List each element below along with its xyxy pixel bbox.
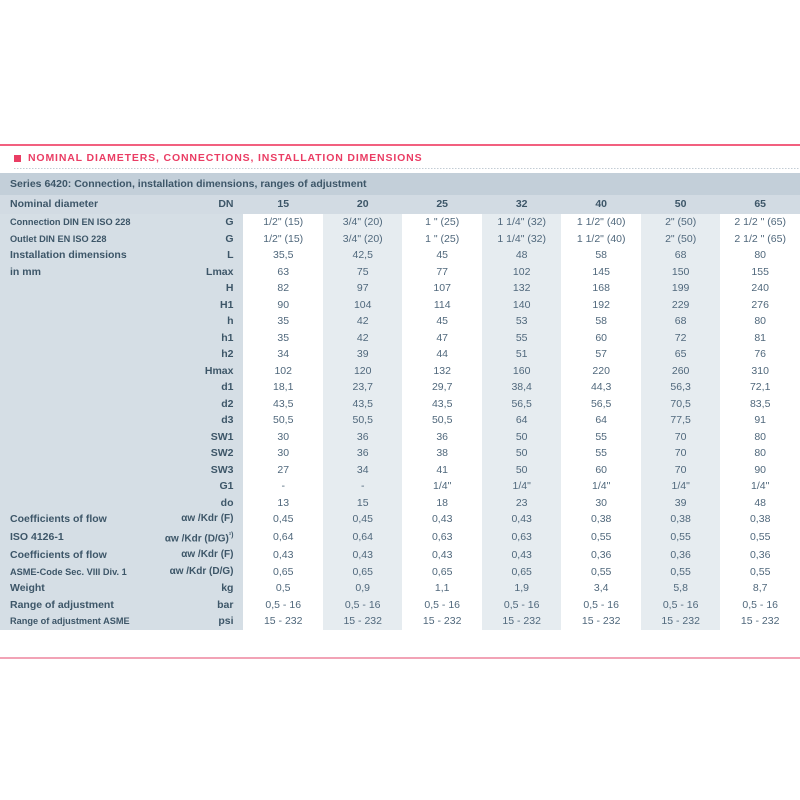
row-label <box>0 363 143 380</box>
cell-value: 1/4" <box>720 478 800 495</box>
cell-value: 83,5 <box>720 396 800 413</box>
cell-value: 15 - 232 <box>561 613 640 630</box>
row-unit: αw /Kdr (F) <box>143 547 244 564</box>
cell-value: 1 1/4" (32) <box>482 231 561 248</box>
square-bullet-icon <box>14 155 21 162</box>
cell-value: 64 <box>482 412 561 429</box>
cell-value: 55 <box>561 445 640 462</box>
cell-value: 15 - 232 <box>243 613 322 630</box>
cell-value: 36 <box>323 429 402 446</box>
cell-value: 1/4" <box>561 478 640 495</box>
row-unit: αw /Kdr $(D/G)^{^1)}$ <box>143 528 244 548</box>
table-row <box>0 495 800 512</box>
cell-value: 70,5 <box>641 396 720 413</box>
cell-value: 114 <box>402 297 481 314</box>
table-row <box>0 511 800 528</box>
cell-value: 50 <box>482 429 561 446</box>
column-header-dn-32: 32 <box>482 195 561 214</box>
cell-value: 45 <box>402 313 481 330</box>
table-row <box>0 429 800 446</box>
cell-value: 0,43 <box>402 511 481 528</box>
cell-value: 90 <box>720 462 800 479</box>
table-caption: Series 6420: Connection, installation dimensions, ranges of adjustment <box>0 173 800 195</box>
cell-value: 60 <box>561 330 640 347</box>
cell-value: 220 <box>561 363 640 380</box>
cell-value: 72,1 <box>720 379 800 396</box>
cell-value: 0,65 <box>482 564 561 581</box>
header-row-label: Nominal diameter <box>0 195 143 214</box>
row-label <box>0 429 143 446</box>
cell-value: 18 <box>402 495 481 512</box>
row-unit: h2 <box>143 346 244 363</box>
cell-value: 13 <box>243 495 322 512</box>
cell-value: 64 <box>561 412 640 429</box>
row-label <box>0 462 143 479</box>
cell-value: 140 <box>482 297 561 314</box>
cell-value: 0,36 <box>720 547 800 564</box>
cell-value: 15 - 232 <box>323 613 402 630</box>
cell-value: 1/2" (15) <box>243 214 322 231</box>
cell-value: 18,1 <box>243 379 322 396</box>
cell-value: 1 1/2" (40) <box>561 214 640 231</box>
cell-value: 0,38 <box>641 511 720 528</box>
cell-value: 0,55 <box>561 564 640 581</box>
cell-value: 1/4" <box>641 478 720 495</box>
cell-value: 36 <box>402 429 481 446</box>
cell-value: 107 <box>402 280 481 297</box>
cell-value: 0,64 <box>243 528 322 548</box>
row-unit: Hmax <box>143 363 244 380</box>
cell-value: 0,5 - 16 <box>243 597 322 614</box>
row-unit: do <box>143 495 244 512</box>
table-row <box>0 564 800 581</box>
table-row <box>0 597 800 614</box>
cell-value: 51 <box>482 346 561 363</box>
table-row <box>0 412 800 429</box>
section-header <box>0 148 800 168</box>
cell-value: 42 <box>323 313 402 330</box>
cell-value: 104 <box>323 297 402 314</box>
table-row <box>0 280 800 297</box>
cell-value: 168 <box>561 280 640 297</box>
cell-value: 70 <box>641 429 720 446</box>
cell-value: 50 <box>482 445 561 462</box>
cell-value: 97 <box>323 280 402 297</box>
cell-value: 0,55 <box>641 528 720 548</box>
row-label <box>0 330 143 347</box>
row-label: Weight <box>0 580 143 597</box>
column-header-dn-40: 40 <box>561 195 640 214</box>
cell-value: 90 <box>243 297 322 314</box>
cell-value: 192 <box>561 297 640 314</box>
cell-value: 120 <box>323 363 402 380</box>
cell-value: 1,9 <box>482 580 561 597</box>
table-row <box>0 214 800 231</box>
cell-value: 0,55 <box>720 564 800 581</box>
cell-value: 43,5 <box>402 396 481 413</box>
table-row <box>0 445 800 462</box>
cell-value: 91 <box>720 412 800 429</box>
row-unit: kg <box>143 580 244 597</box>
cell-value: 48 <box>720 495 800 512</box>
cell-value: 80 <box>720 247 800 264</box>
cell-value: 50,5 <box>323 412 402 429</box>
row-label: ASME-Code Sec. VIII Div. 1 <box>0 564 143 581</box>
row-unit: d1 <box>143 379 244 396</box>
cell-value: 0,55 <box>561 528 640 548</box>
cell-value: - <box>323 478 402 495</box>
row-label <box>0 412 143 429</box>
column-header-dn-15: 15 <box>243 195 322 214</box>
cell-value: 34 <box>323 462 402 479</box>
cell-value: 56,3 <box>641 379 720 396</box>
dimensions-table <box>0 173 800 630</box>
table-caption-row <box>0 173 800 195</box>
cell-value: 260 <box>641 363 720 380</box>
row-unit: G <box>143 231 244 248</box>
cell-value: 15 - 232 <box>402 613 481 630</box>
row-label: ISO 4126-1 <box>0 528 143 548</box>
row-label <box>0 495 143 512</box>
section-top-rule <box>0 144 800 146</box>
cell-value: 55 <box>482 330 561 347</box>
cell-value: 81 <box>720 330 800 347</box>
cell-value: 50,5 <box>402 412 481 429</box>
cell-value: 53 <box>482 313 561 330</box>
cell-value: 0,55 <box>720 528 800 548</box>
table-row <box>0 580 800 597</box>
row-unit: Lmax <box>143 264 244 281</box>
cell-value: 0,5 - 16 <box>561 597 640 614</box>
cell-value: 2" (50) <box>641 214 720 231</box>
cell-value: 70 <box>641 462 720 479</box>
cell-value: 72 <box>641 330 720 347</box>
row-unit: αw /Kdr (F) <box>143 511 244 528</box>
cell-value: 0,45 <box>323 511 402 528</box>
row-unit: SW1 <box>143 429 244 446</box>
row-label <box>0 297 143 314</box>
cell-value: - <box>243 478 322 495</box>
cell-value: 57 <box>561 346 640 363</box>
cell-value: 0,5 - 16 <box>482 597 561 614</box>
cell-value: 0,43 <box>323 547 402 564</box>
table-body <box>0 173 800 630</box>
cell-value: 30 <box>243 429 322 446</box>
row-unit: SW2 <box>143 445 244 462</box>
row-unit: d2 <box>143 396 244 413</box>
cell-value: 55 <box>561 429 640 446</box>
cell-value: 0,63 <box>402 528 481 548</box>
row-unit: psi <box>143 613 244 630</box>
cell-value: 60 <box>561 462 640 479</box>
row-label: Coefficients of flow <box>0 547 143 564</box>
cell-value: 77,5 <box>641 412 720 429</box>
cell-value: 39 <box>641 495 720 512</box>
cell-value: 240 <box>720 280 800 297</box>
cell-value: 199 <box>641 280 720 297</box>
cell-value: 2 1/2 " (65) <box>720 214 800 231</box>
cell-value: 2 1/2 " (65) <box>720 231 800 248</box>
cell-value: 102 <box>482 264 561 281</box>
cell-value: 5,8 <box>641 580 720 597</box>
cell-value: 68 <box>641 313 720 330</box>
column-header-dn-20: 20 <box>323 195 402 214</box>
cell-value: 15 - 232 <box>641 613 720 630</box>
header-row-unit: DN <box>143 195 244 214</box>
cell-value: 41 <box>402 462 481 479</box>
cell-value: 50 <box>482 462 561 479</box>
cell-value: 30 <box>243 445 322 462</box>
dimensions-table-wrapper <box>0 173 800 630</box>
row-label <box>0 396 143 413</box>
cell-value: 0,43 <box>243 547 322 564</box>
table-row <box>0 547 800 564</box>
cell-value: 0,65 <box>243 564 322 581</box>
table-row <box>0 297 800 314</box>
cell-value: 77 <box>402 264 481 281</box>
cell-value: 0,5 - 16 <box>641 597 720 614</box>
row-label: Outlet DIN EN ISO 228 <box>0 231 143 248</box>
cell-value: 0,64 <box>323 528 402 548</box>
cell-value: 34 <box>243 346 322 363</box>
row-unit: G <box>143 214 244 231</box>
cell-value: 3/4" (20) <box>323 214 402 231</box>
cell-value: 0,5 - 16 <box>323 597 402 614</box>
row-unit: h1 <box>143 330 244 347</box>
table-row <box>0 396 800 413</box>
cell-value: 0,9 <box>323 580 402 597</box>
cell-value: 1/2" (15) <box>243 231 322 248</box>
row-unit: H1 <box>143 297 244 314</box>
table-row <box>0 462 800 479</box>
cell-value: 76 <box>720 346 800 363</box>
cell-value: 42 <box>323 330 402 347</box>
row-label <box>0 346 143 363</box>
cell-value: 35 <box>243 313 322 330</box>
cell-value: 0,65 <box>402 564 481 581</box>
row-label: Coefficients of flow <box>0 511 143 528</box>
cell-value: 0,36 <box>561 547 640 564</box>
cell-value: 276 <box>720 297 800 314</box>
row-label: Installation dimensions <box>0 247 143 264</box>
row-label <box>0 379 143 396</box>
row-label <box>0 280 143 297</box>
cell-value: 47 <box>402 330 481 347</box>
row-unit: αw /Kdr (D/G) <box>143 564 244 581</box>
cell-value: 0,5 - 16 <box>720 597 800 614</box>
row-unit: h <box>143 313 244 330</box>
row-label <box>0 478 143 495</box>
cell-value: 229 <box>641 297 720 314</box>
row-label: Range of adjustment ASME <box>0 613 143 630</box>
cell-value: 23 <box>482 495 561 512</box>
cell-value: 0,38 <box>561 511 640 528</box>
cell-value: 1/4" <box>482 478 561 495</box>
cell-value: 48 <box>482 247 561 264</box>
cell-value: 44 <box>402 346 481 363</box>
cell-value: 0,45 <box>243 511 322 528</box>
table-row <box>0 363 800 380</box>
table-row <box>0 379 800 396</box>
cell-value: 8,7 <box>720 580 800 597</box>
cell-value: 58 <box>561 247 640 264</box>
cell-value: 1/4" <box>402 478 481 495</box>
table-row <box>0 264 800 281</box>
row-unit: bar <box>143 597 244 614</box>
cell-value: 0,5 <box>243 580 322 597</box>
cell-value: 80 <box>720 445 800 462</box>
row-label <box>0 445 143 462</box>
cell-value: 35 <box>243 330 322 347</box>
table-row <box>0 528 800 548</box>
cell-value: 145 <box>561 264 640 281</box>
cell-value: 0,5 - 16 <box>402 597 481 614</box>
cell-value: 27 <box>243 462 322 479</box>
cell-value: 38,4 <box>482 379 561 396</box>
cell-value: 30 <box>561 495 640 512</box>
cell-value: 50,5 <box>243 412 322 429</box>
cell-value: 0,55 <box>641 564 720 581</box>
cell-value: 42,5 <box>323 247 402 264</box>
table-row <box>0 613 800 630</box>
column-header-dn-25: 25 <box>402 195 481 214</box>
row-label: Range of adjustment <box>0 597 143 614</box>
cell-value: 58 <box>561 313 640 330</box>
table-header-row <box>0 195 800 214</box>
cell-value: 70 <box>641 445 720 462</box>
cell-value: 0,43 <box>482 547 561 564</box>
table-row <box>0 346 800 363</box>
table-row <box>0 313 800 330</box>
row-unit: H <box>143 280 244 297</box>
cell-value: 0,38 <box>720 511 800 528</box>
cell-value: 35,5 <box>243 247 322 264</box>
cell-value: 45 <box>402 247 481 264</box>
cell-value: 44,3 <box>561 379 640 396</box>
cell-value: 132 <box>402 363 481 380</box>
cell-value: 56,5 <box>482 396 561 413</box>
cell-value: 1 " (25) <box>402 214 481 231</box>
cell-value: 1 1/4" (32) <box>482 214 561 231</box>
cell-value: 68 <box>641 247 720 264</box>
cell-value: 0,63 <box>482 528 561 548</box>
cell-value: 150 <box>641 264 720 281</box>
cell-value: 0,65 <box>323 564 402 581</box>
cell-value: 80 <box>720 313 800 330</box>
row-unit: L <box>143 247 244 264</box>
table-row <box>0 478 800 495</box>
cell-value: 75 <box>323 264 402 281</box>
cell-value: 3/4" (20) <box>323 231 402 248</box>
cell-value: 2" (50) <box>641 231 720 248</box>
cell-value: 0,36 <box>641 547 720 564</box>
table-bottom-rule <box>0 657 800 659</box>
cell-value: 36 <box>323 445 402 462</box>
cell-value: 23,7 <box>323 379 402 396</box>
cell-value: 0,43 <box>402 547 481 564</box>
cell-value: 132 <box>482 280 561 297</box>
cell-value: 160 <box>482 363 561 380</box>
cell-value: 15 - 232 <box>482 613 561 630</box>
cell-value: 1,1 <box>402 580 481 597</box>
table-row <box>0 247 800 264</box>
cell-value: 1 " (25) <box>402 231 481 248</box>
cell-value: 43,5 <box>243 396 322 413</box>
row-label <box>0 313 143 330</box>
row-unit: SW3 <box>143 462 244 479</box>
cell-value: 56,5 <box>561 396 640 413</box>
column-header-dn-50: 50 <box>641 195 720 214</box>
row-unit: d3 <box>143 412 244 429</box>
cell-value: 80 <box>720 429 800 446</box>
cell-value: 39 <box>323 346 402 363</box>
cell-value: 0,43 <box>482 511 561 528</box>
table-row <box>0 231 800 248</box>
footnote-marker: ¹) <box>228 531 234 539</box>
row-label: in mm <box>0 264 143 281</box>
cell-value: 102 <box>243 363 322 380</box>
section-title: NOMINAL DIAMETERS, CONNECTIONS, INSTALLATION DIMENSIONS <box>28 152 423 164</box>
cell-value: 15 <box>323 495 402 512</box>
cell-value: 310 <box>720 363 800 380</box>
cell-value: 3,4 <box>561 580 640 597</box>
cell-value: 1 1/2" (40) <box>561 231 640 248</box>
cell-value: 82 <box>243 280 322 297</box>
section-dotted-divider <box>14 168 800 169</box>
cell-value: 65 <box>641 346 720 363</box>
cell-value: 63 <box>243 264 322 281</box>
cell-value: 155 <box>720 264 800 281</box>
column-header-dn-65: 65 <box>720 195 800 214</box>
row-label: Connection DIN EN ISO 228 <box>0 214 143 231</box>
cell-value: 38 <box>402 445 481 462</box>
row-unit: G1 <box>143 478 244 495</box>
cell-value: 15 - 232 <box>720 613 800 630</box>
cell-value: 29,7 <box>402 379 481 396</box>
cell-value: 43,5 <box>323 396 402 413</box>
table-row <box>0 330 800 347</box>
